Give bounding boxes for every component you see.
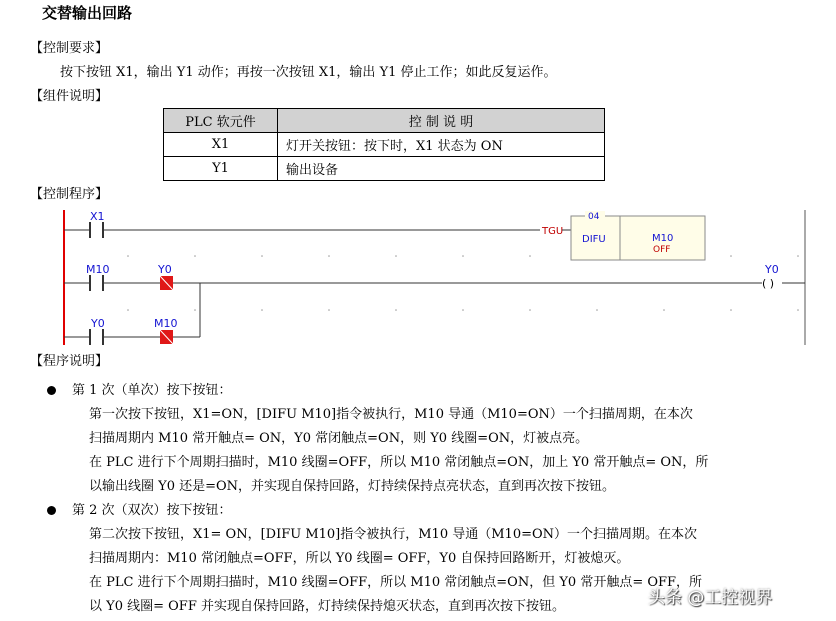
second-press-line: 第二次按下按钮，X1= ON，[DIFU M10]指令被执行，M10 导通（M10=ON）一个扫描周期。在本次 (89, 527, 698, 542)
rung-1 (64, 210, 705, 260)
grid-dot (395, 309, 397, 311)
coil-symbol[interactable]: ( ) (762, 277, 775, 290)
page-title: 交替输出回路 (42, 4, 133, 22)
grid-dot (529, 255, 531, 257)
grid-dot (663, 309, 665, 311)
second-press-line: 以 Y0 线圈= OFF 并实现自保持回路，灯持续保持熄灭状态，直到再次按下按钮。 (89, 599, 565, 614)
table-cell-description: 灯开关按钮：按下时，X1 状态为 ON (278, 133, 605, 157)
y0-coil-label: Y0 (765, 263, 779, 276)
table-cell-device: Y1 (164, 157, 278, 181)
grid-dot (462, 255, 464, 257)
grid-dot (194, 309, 196, 311)
section-control-requirements: 【控制要求】 (30, 41, 109, 56)
rung-2 (64, 263, 805, 291)
grid-dot (261, 255, 263, 257)
first-press-line: 在 PLC 进行下个周期扫描时，M10 线圈=OFF，所以 M10 常闭触点=ON，加上 Y0 常开触点= ON，所 (89, 455, 709, 470)
section-program-explanation: 【程序说明】 (30, 354, 109, 369)
grid-dot (328, 309, 330, 311)
tgu-label: TGU (542, 226, 564, 237)
control-requirement-text: 按下按钮 X1，输出 Y1 动作；再按一次按钮 X1，输出 Y1 停止工作；如此反复运作。 (60, 65, 557, 80)
grid-dot (797, 309, 799, 311)
grid-dot (529, 309, 531, 311)
difu-operand-state: OFF (653, 245, 671, 255)
section-control-program: 【控制程序】 (30, 187, 109, 202)
second-press-line: 在 PLC 进行下个周期扫描时，M10 线圈=OFF，所以 M10 常闭触点=ON，但 Y0 常开触点= OFF，所 (89, 575, 703, 590)
first-press-line: 扫描周期内 M10 常开触点= ON，Y0 常闭触点=ON，则 Y0 线圈=ON，灯被点亮。 (89, 431, 589, 446)
x1-contact-label: X1 (90, 210, 105, 223)
m10-branch-label: M10 (154, 317, 178, 330)
y0-branch-label: Y0 (91, 317, 105, 330)
section-components: 【组件说明】 (30, 89, 109, 104)
grid-dot (127, 309, 129, 311)
table-header-device: PLC 软元件 (164, 109, 278, 133)
grid-dot (730, 309, 732, 311)
table-header-description: 控 制 说 明 (278, 109, 605, 133)
bullet-icon (47, 506, 56, 515)
y0-contact-label: Y0 (158, 263, 172, 276)
grid-dot (194, 255, 196, 257)
grid-dot (395, 255, 397, 257)
m10-contact-label: M10 (86, 263, 110, 276)
first-press-line: 第一次按下按钮，X1=ON，[DIFU M10]指令被执行，M10 导通（M10=ON）一个扫描周期，在本次 (89, 407, 693, 422)
first-press-heading: 第 1 次（单次）按下按钮： (72, 383, 232, 398)
difu-operand: M10 (652, 233, 674, 244)
first-press-line: 以输出线圈 Y0 还是=ON，并实现自保持回路，灯持续保持点亮状态，直到再次按下按钮。 (89, 479, 616, 494)
grid-dot (462, 309, 464, 311)
grid-dot (797, 255, 799, 257)
grid-dot (127, 255, 129, 257)
branch-rung (64, 283, 200, 345)
second-press-heading: 第 2 次（双次）按下按钮： (72, 503, 232, 518)
grid-dot (596, 309, 598, 311)
grid-dot (328, 255, 330, 257)
step-number: 04 (588, 212, 600, 222)
grid-dot (730, 255, 732, 257)
grid-dot (261, 309, 263, 311)
difu-label: DIFU (582, 234, 606, 245)
second-press-line: 扫描周期内：M10 常闭触点=OFF，所以 Y0 线圈= OFF，Y0 自保持回路断开，灯被熄灭。 (89, 551, 630, 566)
table-cell-device: X1 (164, 133, 278, 157)
bullet-icon (47, 386, 56, 395)
table-cell-description: 输出设备 (278, 157, 605, 181)
watermark: 头条 @工控视界 (648, 588, 773, 608)
